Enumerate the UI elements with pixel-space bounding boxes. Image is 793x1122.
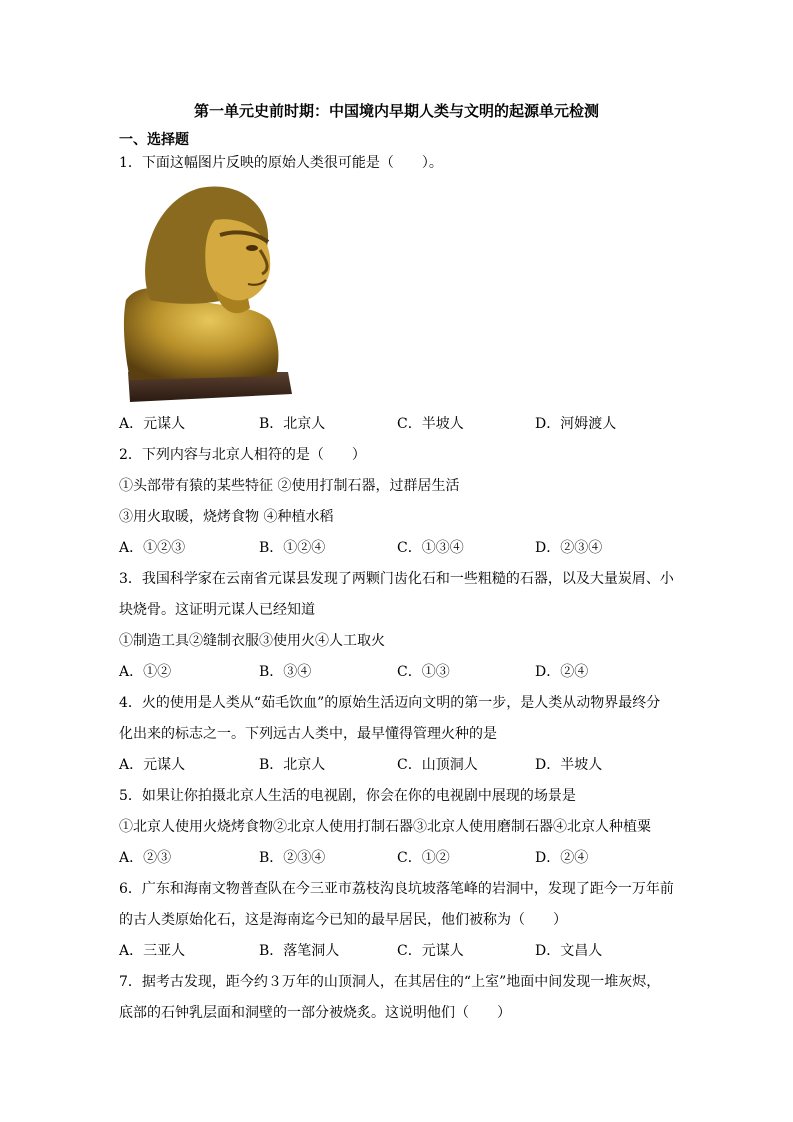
question-4-stem-line-2: 化出来的标志之一。下列远古人类中，最早懂得管理火种的是 (119, 726, 497, 742)
question-2-options (119, 538, 719, 558)
question-6-options (119, 941, 719, 961)
option-b: B．落笔洞人 (259, 943, 340, 959)
option-a: A．元谋人 (119, 757, 186, 773)
option-d: D．河姆渡人 (535, 416, 617, 432)
option-b: B．③④ (259, 664, 312, 680)
option-c: C．山顶洞人 (397, 757, 478, 773)
option-d: D．②③④ (535, 540, 603, 556)
question-4-options (119, 755, 719, 775)
question-3-stem-line-2: 块烧骨。这证明元谋人已经知道 (119, 602, 315, 618)
option-c: C．①③④ (397, 540, 464, 556)
page-title: 第一单元史前时期：中国境内早期人类与文明的起源单元检测 (193, 102, 599, 120)
question-7-stem-line-2: 底部的石钟乳层面和洞壁的一部分被烧炙。这说明他们（ ） (119, 1005, 511, 1021)
option-a: A．①②③ (119, 540, 186, 556)
option-c: C．①② (397, 850, 450, 866)
question-5-items: ①北京人使用火烧烤食物②北京人使用打制石器③北京人使用磨制石器④北京人种植粟 (119, 819, 651, 835)
question-3-stem-line-1: 3．我国科学家在云南省元谋县发现了两颗门齿化石和一些粗糙的石器，以及大量炭屑、小 (119, 571, 674, 587)
question-5-options (119, 848, 719, 868)
option-a: A．三亚人 (119, 943, 186, 959)
question-6-stem-line-2: 的古人类原始化石，这是海南迄今已知的最早居民，他们被称为（ ） (119, 912, 567, 928)
question-4-stem-line-1: 4．火的使用是人类从“茹毛饮血”的原始生活迈向文明的第一步，是人类从动物界最终分 (119, 695, 661, 711)
question-2-items-line-1: ①头部带有猿的某些特征 ②使用打制石器，过群居生活 (119, 478, 460, 494)
peking-man-bust-image (120, 180, 296, 406)
option-d: D．②④ (535, 664, 589, 680)
question-6-stem-line-1: 6．广东和海南文物普查队在今三亚市荔枝沟良坑坡落笔峰的岩洞中，发现了距今一万年前 (119, 881, 674, 897)
option-b: B．北京人 (259, 757, 326, 773)
question-5-stem: 5．如果让你拍摄北京人生活的电视剧，你会在你的电视剧中展现的场景是 (119, 788, 576, 804)
option-b: B．①②④ (259, 540, 326, 556)
question-3-options (119, 662, 719, 682)
question-7-stem-line-1: 7．据考古发现，距今约３万年的山顶洞人，在其居住的“上室”地面中间发现一堆灰烬， (119, 974, 661, 990)
option-a: A．②③ (119, 850, 172, 866)
option-b: B．北京人 (259, 416, 326, 432)
option-c: C．①③ (397, 664, 450, 680)
option-b: B．②③④ (259, 850, 326, 866)
option-c: C．半坡人 (397, 416, 464, 432)
section-heading: 一、选择题 (119, 132, 189, 148)
question-2-stem: 2．下列内容与北京人相符的是（ ） (119, 447, 366, 463)
option-c: C．元谋人 (397, 943, 464, 959)
option-a: A．元谋人 (119, 416, 186, 432)
option-d: D．半坡人 (535, 757, 603, 773)
option-d: D．文昌人 (535, 943, 603, 959)
question-3-items: ①制造工具②缝制衣服③使用火④人工取火 (119, 633, 385, 649)
question-1-stem: 1．下面这幅图片反映的原始人类很可能是（ ）。 (119, 155, 443, 171)
question-1-options (119, 414, 719, 434)
question-2-items-line-2: ③用火取暖，烧烤食物 ④种植水稻 (119, 509, 334, 525)
option-a: A．①② (119, 664, 172, 680)
option-d: D．②④ (535, 850, 589, 866)
